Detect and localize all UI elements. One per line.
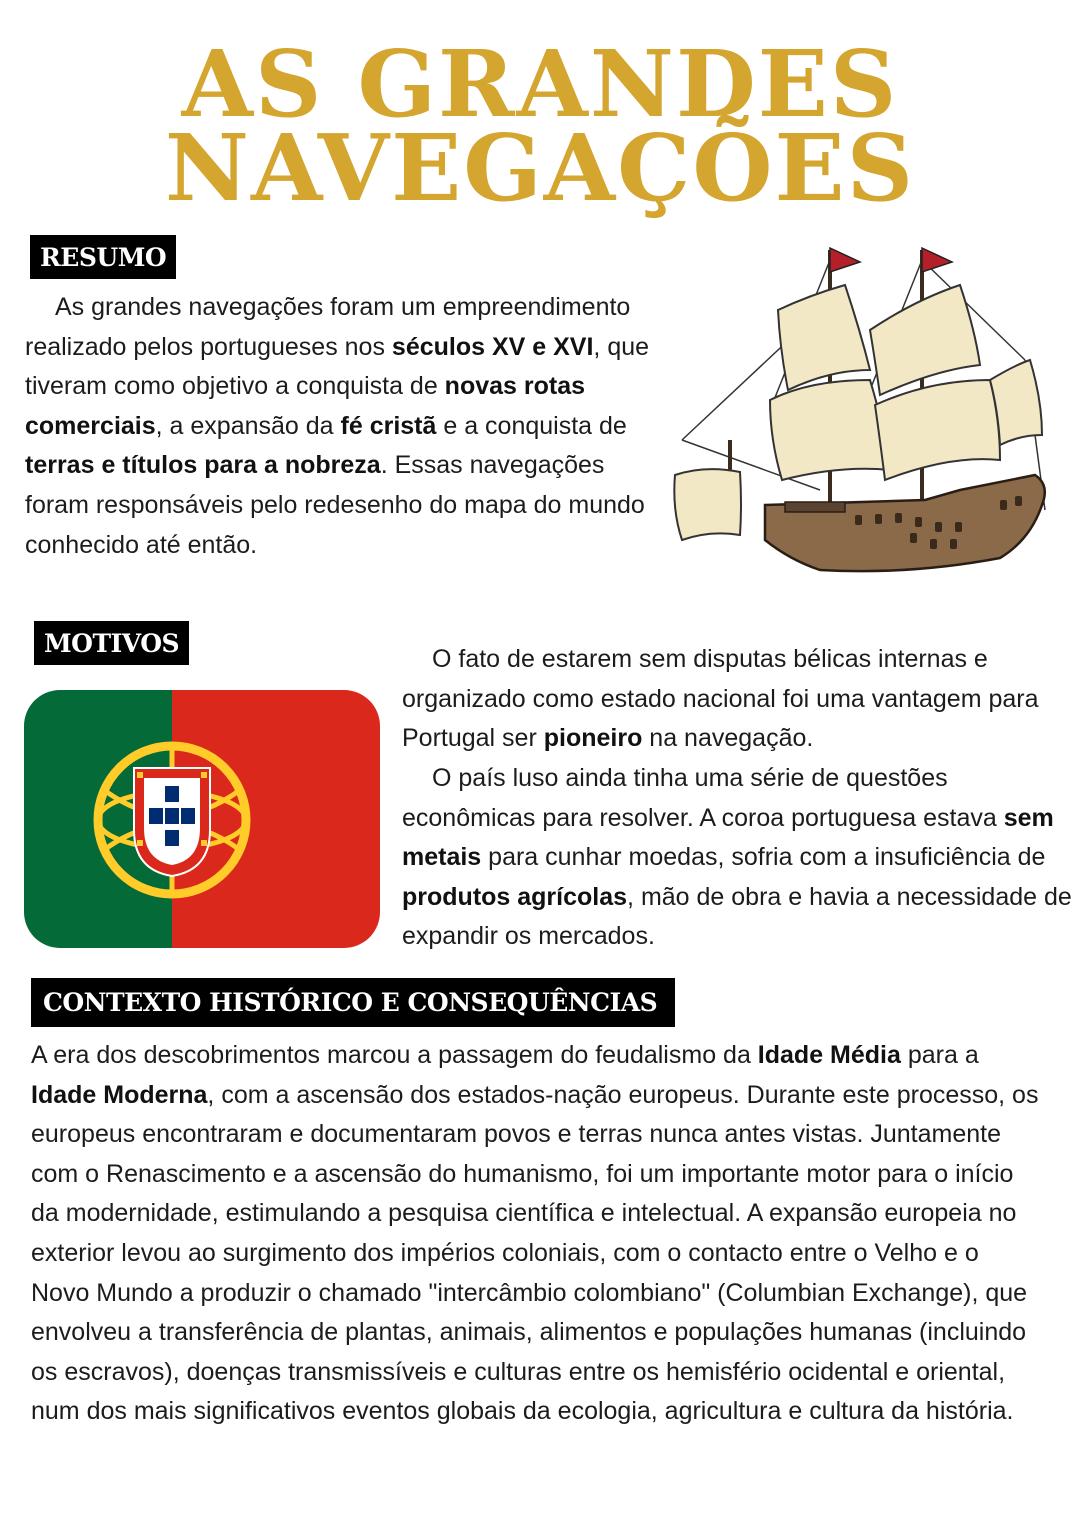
section-label-contexto: CONTEXTO HISTÓRICO E CONSEQUÊNCIAS — [31, 978, 675, 1027]
section-label-motivos: MOTIVOS — [34, 621, 189, 665]
motivos-paragraph-1: O fato de estarem sem disputas bélicas internas e organizado como estado nacional foi uma vantagem para Portugal ser pioneiro na navegação. — [402, 645, 1039, 753]
portugal-flag-illustration — [24, 690, 380, 948]
resumo-paragraph: As grandes navegações foram um empreendimento realizado pelos portugueses nos séculos XV e XVI, que tiveram como objetivo a conquista de novas rotas comerciais, a expansão da fé cristã e a conquista de terras e títulos para a nobreza. Essas navegações foram responsáveis pelo redesenho do mapa do mundo conhecido até então. — [25, 293, 650, 559]
section-label-resumo: RESUMO — [30, 235, 176, 279]
contexto-paragraph: A era dos descobrimentos marcou a passagem do feudalismo da Idade Média para a Idade Moderna, com a ascensão dos estados-nação europeus. Durante este processo, os europeus encontraram e documentaram povos e terras nunca antes vistas. Juntamente com o Renascimento e a ascensão do humanismo, foi um importante motor para o início da modernidade, estimulando a pesquisa científica e intelectual. A expansão europeia no exterior levou ao surgimento dos impérios coloniais, com o contacto entre o Velho e o Novo Mundo a produzir o chamado "intercâmbio colombiano" (Columbian Exchange), que envolveu a transferência de plantas, animais, alimentos e populações humanas (incluindo os escravos), doenças transmissíveis e culturas entre os hemisfério ocidental e oriental, num dos mais significativos eventos globais da ecologia, agricultura e cultura da história. — [31, 1041, 1039, 1426]
page-title-line-2: NAVEGAÇÕES — [164, 114, 916, 222]
caravel-illustration — [670, 240, 1055, 585]
motivos-paragraph-2: O país luso ainda tinha uma série de questões econômicas para resolver. A coroa portuguesa estava sem metais para cunhar moedas, sofria com a insuficiência de produtos agrícolas, mão de obra e havia a necessidade de expandir os mercados. — [402, 764, 1072, 951]
page-title-line-1: AS GRANDES — [181, 30, 899, 138]
